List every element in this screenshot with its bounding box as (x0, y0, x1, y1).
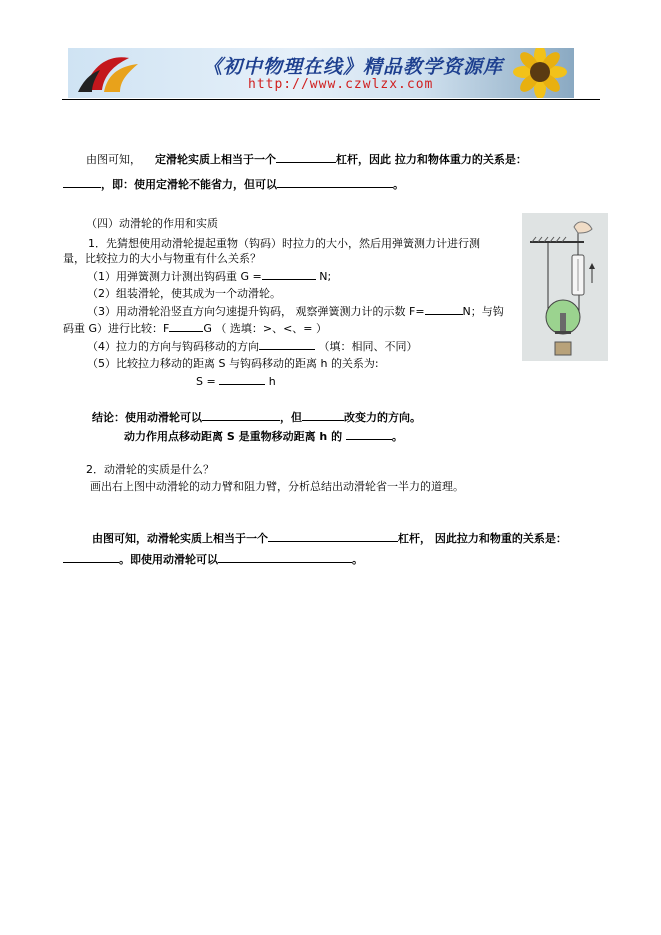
step4-hint: （填：相同、不同） (315, 340, 418, 353)
para2-text-b: 杠杆， 因此拉力和物重的关系是： (398, 532, 567, 545)
answer-blank[interactable] (218, 551, 352, 563)
header-rule (62, 99, 600, 100)
answer-blank[interactable] (262, 268, 316, 280)
para2-text-d: 。 (352, 553, 363, 566)
answer-blank[interactable] (169, 320, 203, 332)
conclusion-text-b: ，但 (280, 411, 302, 424)
step3-text-c: 码重 G）进行比较：F (63, 322, 170, 335)
conclusion-text-e: 。 (391, 430, 403, 443)
banner-title: 《初中物理在线》精品教学资源库 (203, 56, 504, 78)
answer-blank[interactable] (425, 303, 463, 315)
conclusion-line1 (92, 409, 421, 425)
pulley-figure (522, 213, 608, 361)
answer-blank[interactable] (63, 176, 101, 188)
q2-body: 画出右上图中动滑轮的动力臂和阻力臂，分析总结出动滑轮省一半力的道理。 (90, 480, 464, 493)
para1-text-d: 。 (393, 178, 404, 191)
para1-text-b: 杠杆，因此 拉力和物体重力的关系是： (336, 153, 527, 166)
header-banner (68, 48, 574, 98)
answer-blank[interactable] (276, 151, 336, 163)
step4-text: （4）拉力的方向与钩码移动的方向 (87, 340, 259, 353)
step5: （5）比较拉力移动的距离 S 与钩码移动的距离 h 的关系为: (87, 357, 379, 370)
conclusion-line2 (124, 428, 403, 444)
sunflower-icon (498, 48, 574, 98)
para2-text-c: 。即使用动滑轮可以 (119, 553, 218, 566)
q1-line2: 量，比较拉力的大小与物重有什么关系？ (63, 252, 261, 265)
conclusion-text-a: 结论：使用动滑轮可以 (92, 411, 202, 424)
movable-pulley-icon (522, 213, 608, 361)
answer-blank[interactable] (268, 530, 398, 542)
step3-text-d: G （ 选填：>、<、= ） (203, 322, 328, 335)
para2-line2 (63, 551, 363, 567)
para1-line2 (63, 176, 404, 192)
step3 (87, 303, 504, 319)
para2-text-a: 由图可知，动滑轮实质上相当于一个 (92, 532, 268, 545)
formula-lhs: S = (196, 375, 216, 388)
answer-blank[interactable] (202, 409, 280, 421)
step1-text: （1）用弹簧测力计测出钩码重 G = (87, 270, 262, 283)
step3-cont (63, 320, 327, 336)
answer-blank[interactable] (219, 373, 265, 385)
q1-line1: 1．先猜想使用动滑轮提起重物（钩码）时拉力的大小，然后用弹簧测力计进行测 (88, 237, 480, 250)
banner-url: http://www.czwlzx.com (248, 77, 434, 92)
logo-icon (74, 50, 144, 96)
step2: （2）组装滑轮，使其成为一个动滑轮。 (87, 287, 281, 300)
answer-blank[interactable] (277, 176, 393, 188)
formula-rhs: h (265, 375, 276, 388)
answer-blank[interactable] (63, 551, 119, 563)
para1-line1 (86, 151, 527, 167)
step1-unit: N; (315, 270, 332, 283)
para2-line1 (92, 530, 567, 546)
conclusion-text-d: 动力作用点移动距离 S 是重物移动距离 h 的 (124, 430, 343, 443)
para1-lead: 由图可知， (86, 153, 141, 166)
answer-blank[interactable] (259, 338, 315, 350)
para1-text-c: ，即：使用定滑轮不能省力，但可以 (101, 178, 277, 191)
step3-text: （3）用动滑轮沿竖直方向匀速提升钩码， 观察弹簧测力计的示数 F= (87, 305, 425, 318)
step1 (87, 268, 331, 284)
para1-text-a: 定滑轮实质上相当于一个 (155, 153, 276, 166)
step3-text-b: N；与钩 (462, 305, 504, 318)
step4 (87, 338, 418, 354)
q2-title: 2．动滑轮的实质是什么？ (86, 463, 214, 476)
conclusion-text-c: 改变力的方向。 (344, 411, 421, 424)
formula (196, 373, 276, 388)
answer-blank[interactable] (302, 409, 344, 421)
answer-blank[interactable] (346, 428, 392, 440)
section4-heading: （四）动滑轮的作用和实质 (86, 217, 218, 230)
